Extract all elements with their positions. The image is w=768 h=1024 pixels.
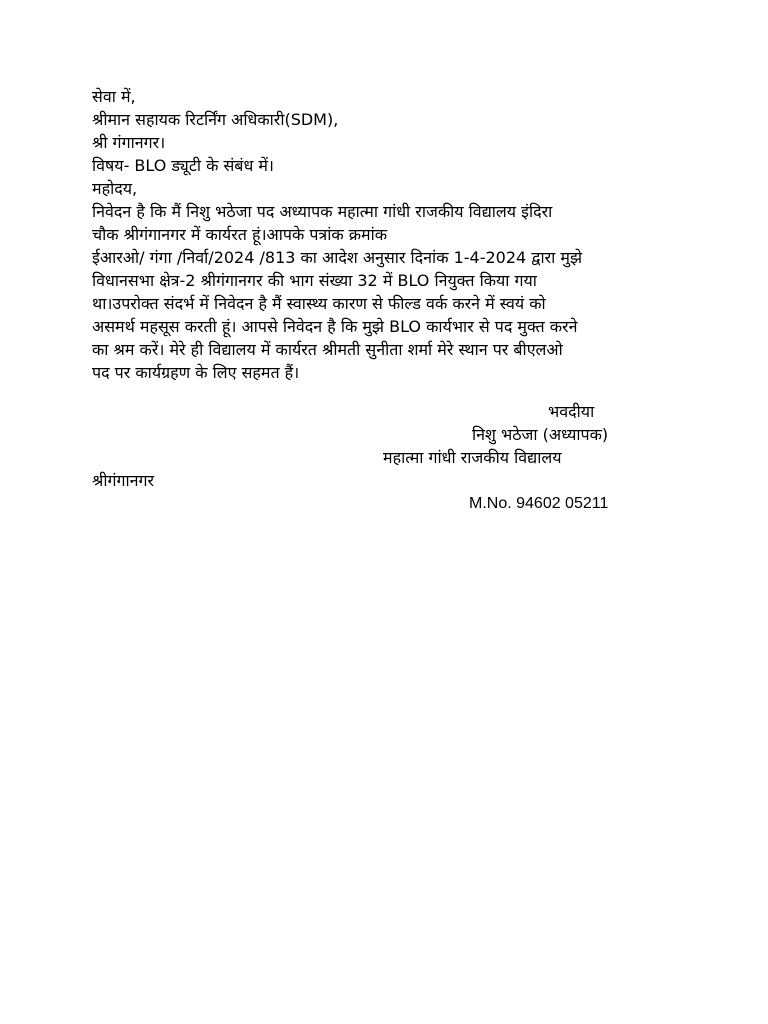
greeting: सेवा में,	[92, 87, 136, 106]
salutation: महोदय,	[92, 179, 138, 198]
mobile-number: M.No. 94602 05211	[469, 495, 609, 512]
closing: भवदीया	[548, 402, 595, 421]
body-line: निवेदन है कि मैं निशु भठेजा पद अध्यापक महात्मा गांधी राजकीय विद्यालय इंदिरा	[92, 202, 553, 221]
body-line: ईआरओ/ गंगा /निर्वा/2024 /813 का आदेश अनुसार दिनांक 1-4-2024 द्वारा मुझे	[92, 248, 583, 267]
recipient-place: श्री गंगानगर।	[92, 133, 166, 152]
signature-school: महात्मा गांधी राजकीय विद्यालय	[383, 448, 562, 467]
body-line: का श्रम करें। मेरे ही विद्यालय में कार्यरत श्रीमती सुनीता शर्मा मेरे स्थान पर बीएलओ	[92, 340, 563, 359]
signature-name: निशु भठेजा (अध्यापक)	[472, 425, 609, 444]
body-line: पद पर कार्यग्रहण के लिए सहमत हैं।	[92, 363, 300, 382]
body-line: विधानसभा क्षेत्र-2 श्रीगंगानगर की भाग संख्या 32 में BLO नियुक्त किया गया	[92, 271, 537, 290]
place: श्रीगंगानगर	[92, 471, 155, 490]
subject-line: विषय- BLO ड्यूटी के संबंध में।	[92, 156, 274, 175]
body-line: था।उपरोक्त संदर्भ में निवेदन है मैं स्वास्थ्य कारण से फील्ड वर्क करने में स्वयं को	[92, 294, 546, 313]
body-line: चौक श्रीगंगानगर में कार्यरत हूं।आपके पत्रांक क्रमांक	[92, 225, 388, 244]
recipient-title: श्रीमान सहायक रिटर्निंग अधिकारी(SDM),	[92, 110, 339, 129]
body-line: असमर्थ महसूस करती हूं। आपसे निवेदन है कि मुझे BLO कार्यभार से पद मुक्त करने	[92, 317, 578, 336]
